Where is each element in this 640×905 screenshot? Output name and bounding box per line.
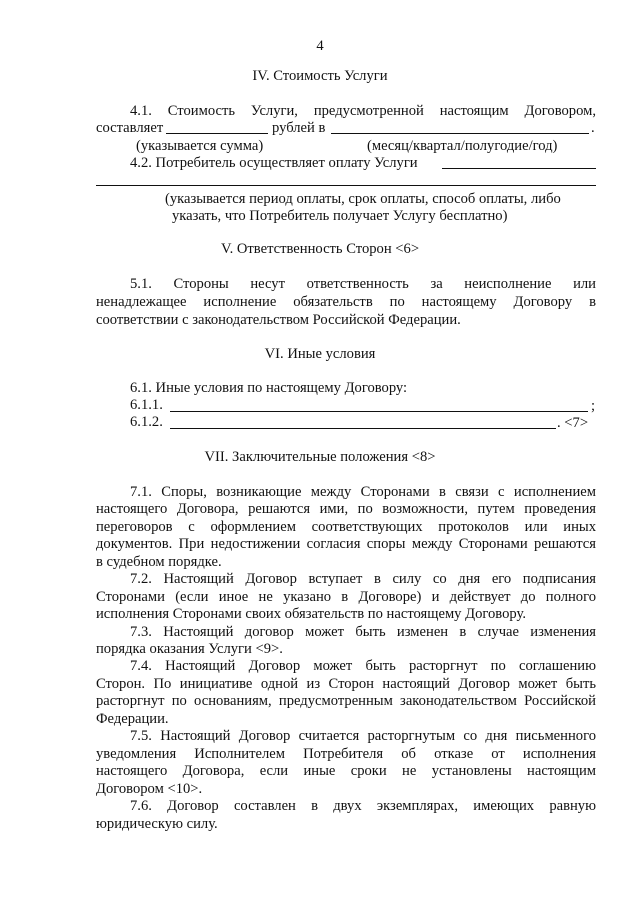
clause-7-4-line-2: Сторон. По инициативе одной из Сторон настоящий Договор может быть <box>96 676 596 692</box>
clause-6-1-2-end: . <7> <box>557 415 589 431</box>
clause-7-1-line-5: в судебном порядке. <box>96 554 222 570</box>
clause-7-4-line-1: 7.4. Настоящий Договор может быть расторгнут по соглашению <box>130 658 596 674</box>
clause-6-1-1-label: 6.1.1. <box>130 397 163 413</box>
clause-6-1-2-label: 6.1.2. <box>130 414 163 430</box>
clause-5-1-line-1: 5.1. Стороны несут ответственность за неисполнение или <box>130 276 596 292</box>
sum-blank-line <box>166 133 268 134</box>
clause-7-4-line-3: расторгнут по основаниям, предусмотренным законодательством Российской <box>96 693 596 709</box>
hint-payment-line-1: (указывается период оплаты, срок оплаты, способ оплаты, либо <box>165 191 561 207</box>
clause-7-5-line-1: 7.5. Настоящий Договор считается расторгнутым со дня письменного <box>130 728 596 744</box>
clause-7-5-line-2: уведомления Исполнителем Потребителя об отказе от исполнения <box>96 746 596 762</box>
clause-7-5-line-4: Договором <10>. <box>96 781 203 797</box>
clause-4-2: 4.2. Потребитель осуществляет оплату Услуги <box>130 155 418 171</box>
clause-7-3-line-2: порядка оказания Услуги <9>. <box>96 641 283 657</box>
hint-payment-line-2: указать, что Потребитель получает Услугу бесплатно) <box>172 208 508 224</box>
page-number: 4 <box>316 38 324 54</box>
clause-7-5-line-3: настоящего Договора, если иные сроки не установлены настоящим <box>96 763 596 779</box>
payment-blank-line-1 <box>442 168 596 169</box>
section-4-heading: IV. Стоимость Услуги <box>252 68 388 84</box>
hint-period: (месяц/квартал/полугодие/год) <box>367 138 558 154</box>
clause-4-1-end: . <box>591 120 595 136</box>
clause-7-6-line-1: 7.6. Договор составлен в двух экземплярах, имеющих равную <box>130 798 596 814</box>
clause-4-1-text-b: рублей в <box>272 120 326 136</box>
clause-6-1-1-end: ; <box>591 398 596 414</box>
section-7-heading: VII. Заключительные положения <8> <box>204 449 436 465</box>
clause-7-1-line-1: 7.1. Споры, возникающие между Сторонами в связи с исполнением <box>130 484 596 500</box>
clause-7-2-line-3: исполнения Сторонами своих обязательств по настоящему Договору. <box>96 606 526 622</box>
clause-4-1-line-1: 4.1. Стоимость Услуги, предусмотренной настоящим Договором, <box>130 103 596 119</box>
clause-5-1-line-3: соответствии с законодательством Российской Федерации. <box>96 312 461 328</box>
payment-blank-line-2 <box>96 185 596 186</box>
clause-7-1-line-2: настоящего Договора, решаются ими, по возможности, путем проведения <box>96 501 596 517</box>
clause-6-1-1-blank <box>170 411 588 412</box>
section-5-heading: V. Ответственность Сторон <6> <box>220 241 420 257</box>
clause-7-1-line-3: переговоров с оформлением соответствующих протоколов или иных <box>96 519 596 535</box>
clause-7-4-line-4: Федерации. <box>96 711 169 727</box>
period-blank-line <box>331 133 589 134</box>
clause-6-1-2-blank <box>170 428 556 429</box>
clause-6-1: 6.1. Иные условия по настоящему Договору: <box>130 380 408 396</box>
clause-7-3-line-1: 7.3. Настоящий договор может быть изменен в случае изменения <box>130 624 596 640</box>
section-6-heading: VI. Иные условия <box>264 346 376 362</box>
clause-5-1-line-2: ненадлежащее исполнение обязательств по настоящему Договору в <box>96 294 596 310</box>
clause-7-2-line-2: Сторонами (если иное не указано в Договоре) и действует до полного <box>96 589 596 605</box>
clause-7-1-line-4: документов. При недостижении согласия споры между Сторонами решаются <box>96 536 596 552</box>
hint-sum: (указывается сумма) <box>136 138 264 154</box>
clause-4-1-text-a: составляет <box>96 120 164 136</box>
clause-7-6-line-2: юридическую силу. <box>96 816 218 832</box>
clause-7-2-line-1: 7.2. Настоящий Договор вступает в силу со дня его подписания <box>130 571 596 587</box>
